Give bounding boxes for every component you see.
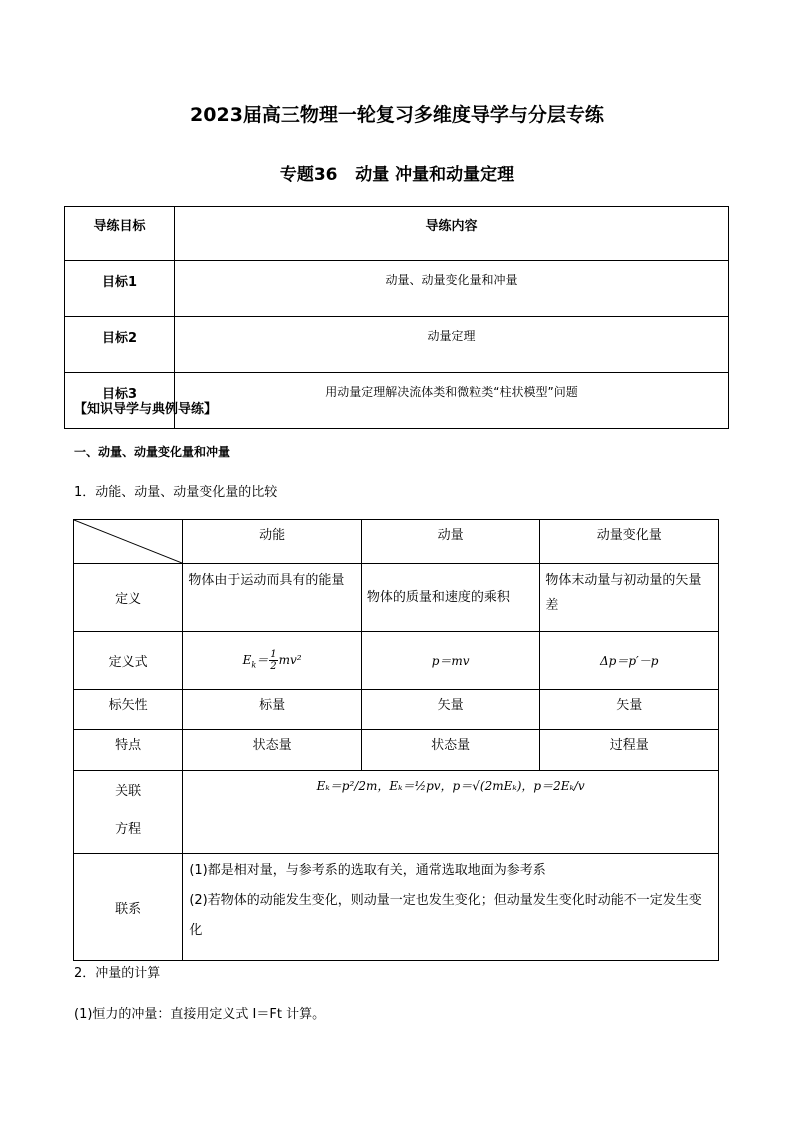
feature-kinetic-energy: 状态量 bbox=[183, 730, 362, 771]
link-note-2: (2)若物体的动能发生变化，则动量一定也发生变化；但动量发生变化时动能不一定发生变化 bbox=[189, 893, 702, 938]
table-row bbox=[74, 632, 719, 690]
definition-momentum: 物体的质量和速度的乘积 bbox=[361, 564, 540, 632]
table-row bbox=[74, 690, 719, 730]
formula-ek-subscript: k bbox=[251, 660, 257, 670]
paragraph: (1)恒力的冲量：直接用定义式 I＝Ft 计算。 bbox=[74, 1007, 326, 1022]
diagonal-header-cell bbox=[74, 520, 183, 564]
table-row bbox=[65, 317, 729, 373]
row-label-formula: 定义式 bbox=[74, 632, 183, 690]
row-label-link: 联系 bbox=[74, 854, 183, 961]
vector-momentum: 矢量 bbox=[361, 690, 540, 730]
goals-table bbox=[64, 206, 729, 429]
goal-label: 目标2 bbox=[65, 317, 175, 373]
document-title: 2023届高三物理一轮复习多维度导学与分层专练 bbox=[190, 104, 604, 126]
table-row bbox=[74, 564, 719, 632]
col-header-momentum-change: 动量变化量 bbox=[540, 520, 719, 564]
diagonal-line bbox=[74, 520, 182, 563]
row-label-vector: 标矢性 bbox=[74, 690, 183, 730]
formula-kinetic-energy bbox=[183, 632, 362, 690]
table-row bbox=[74, 771, 719, 854]
vector-kinetic-energy: 标量 bbox=[183, 690, 362, 730]
definition-kinetic-energy: 物体由于运动而具有的能量 bbox=[183, 564, 362, 632]
goal-content: 动量定理 bbox=[175, 317, 729, 373]
col-header-momentum: 动量 bbox=[361, 520, 540, 564]
link-notes bbox=[183, 854, 719, 961]
goals-header-goal: 导练目标 bbox=[65, 207, 175, 261]
table-row bbox=[65, 261, 729, 317]
goal-label: 目标1 bbox=[65, 261, 175, 317]
table-row bbox=[74, 854, 719, 961]
comparison-header-row bbox=[74, 520, 719, 564]
formula-ek-symbol: E bbox=[242, 653, 252, 667]
fraction-numerator: 1 bbox=[270, 649, 277, 660]
relation-label-line-1: 关联 bbox=[115, 784, 142, 799]
col-header-kinetic-energy: 动能 bbox=[183, 520, 362, 564]
vector-momentum-change: 矢量 bbox=[540, 690, 719, 730]
row-label-definition: 定义 bbox=[74, 564, 183, 632]
goals-header-content: 导练内容 bbox=[175, 207, 729, 261]
link-note-1: (1)都是相对量，与参考系的选取有关，通常选取地面为参考系 bbox=[189, 863, 546, 878]
row-label-feature: 特点 bbox=[74, 730, 183, 771]
part-heading: 一、动量、动量变化量和冲量 bbox=[74, 445, 231, 459]
definition-momentum-change: 物体末动量与初动量的矢量差 bbox=[540, 564, 719, 632]
goal-content: 用动量定理解决流体类和微粒类“柱状模型”问题 bbox=[175, 373, 729, 429]
relation-formula: Eₖ＝p²/2m，Eₖ＝½pv，p＝√(2mEₖ)，p＝2Eₖ/v bbox=[183, 771, 719, 854]
formula-momentum-change: Δp＝p′－p bbox=[540, 632, 719, 690]
row-label-relation bbox=[74, 771, 183, 854]
item-heading: 2．冲量的计算 bbox=[74, 966, 161, 981]
formula-momentum: p＝mv bbox=[361, 632, 540, 690]
feature-momentum: 状态量 bbox=[361, 730, 540, 771]
formula-ek-equals: ＝ bbox=[256, 653, 269, 667]
document-subtitle: 专题36 动量 冲量和动量定理 bbox=[279, 165, 515, 185]
fraction-denominator: 2 bbox=[270, 661, 277, 672]
goal-label: 目标3 bbox=[65, 373, 175, 429]
fraction bbox=[269, 649, 277, 672]
item-heading: 1．动能、动量、动量变化量的比较 bbox=[74, 485, 278, 500]
comparison-table bbox=[73, 519, 719, 961]
formula-ek-mv2: mv² bbox=[278, 653, 302, 667]
section-heading: 【知识导学与典例导练】 bbox=[74, 402, 218, 417]
table-row bbox=[74, 730, 719, 771]
goals-header-row bbox=[65, 207, 729, 261]
feature-momentum-change: 过程量 bbox=[540, 730, 719, 771]
relation-label-line-2: 方程 bbox=[115, 822, 142, 837]
goal-content: 动量、动量变化量和冲量 bbox=[175, 261, 729, 317]
